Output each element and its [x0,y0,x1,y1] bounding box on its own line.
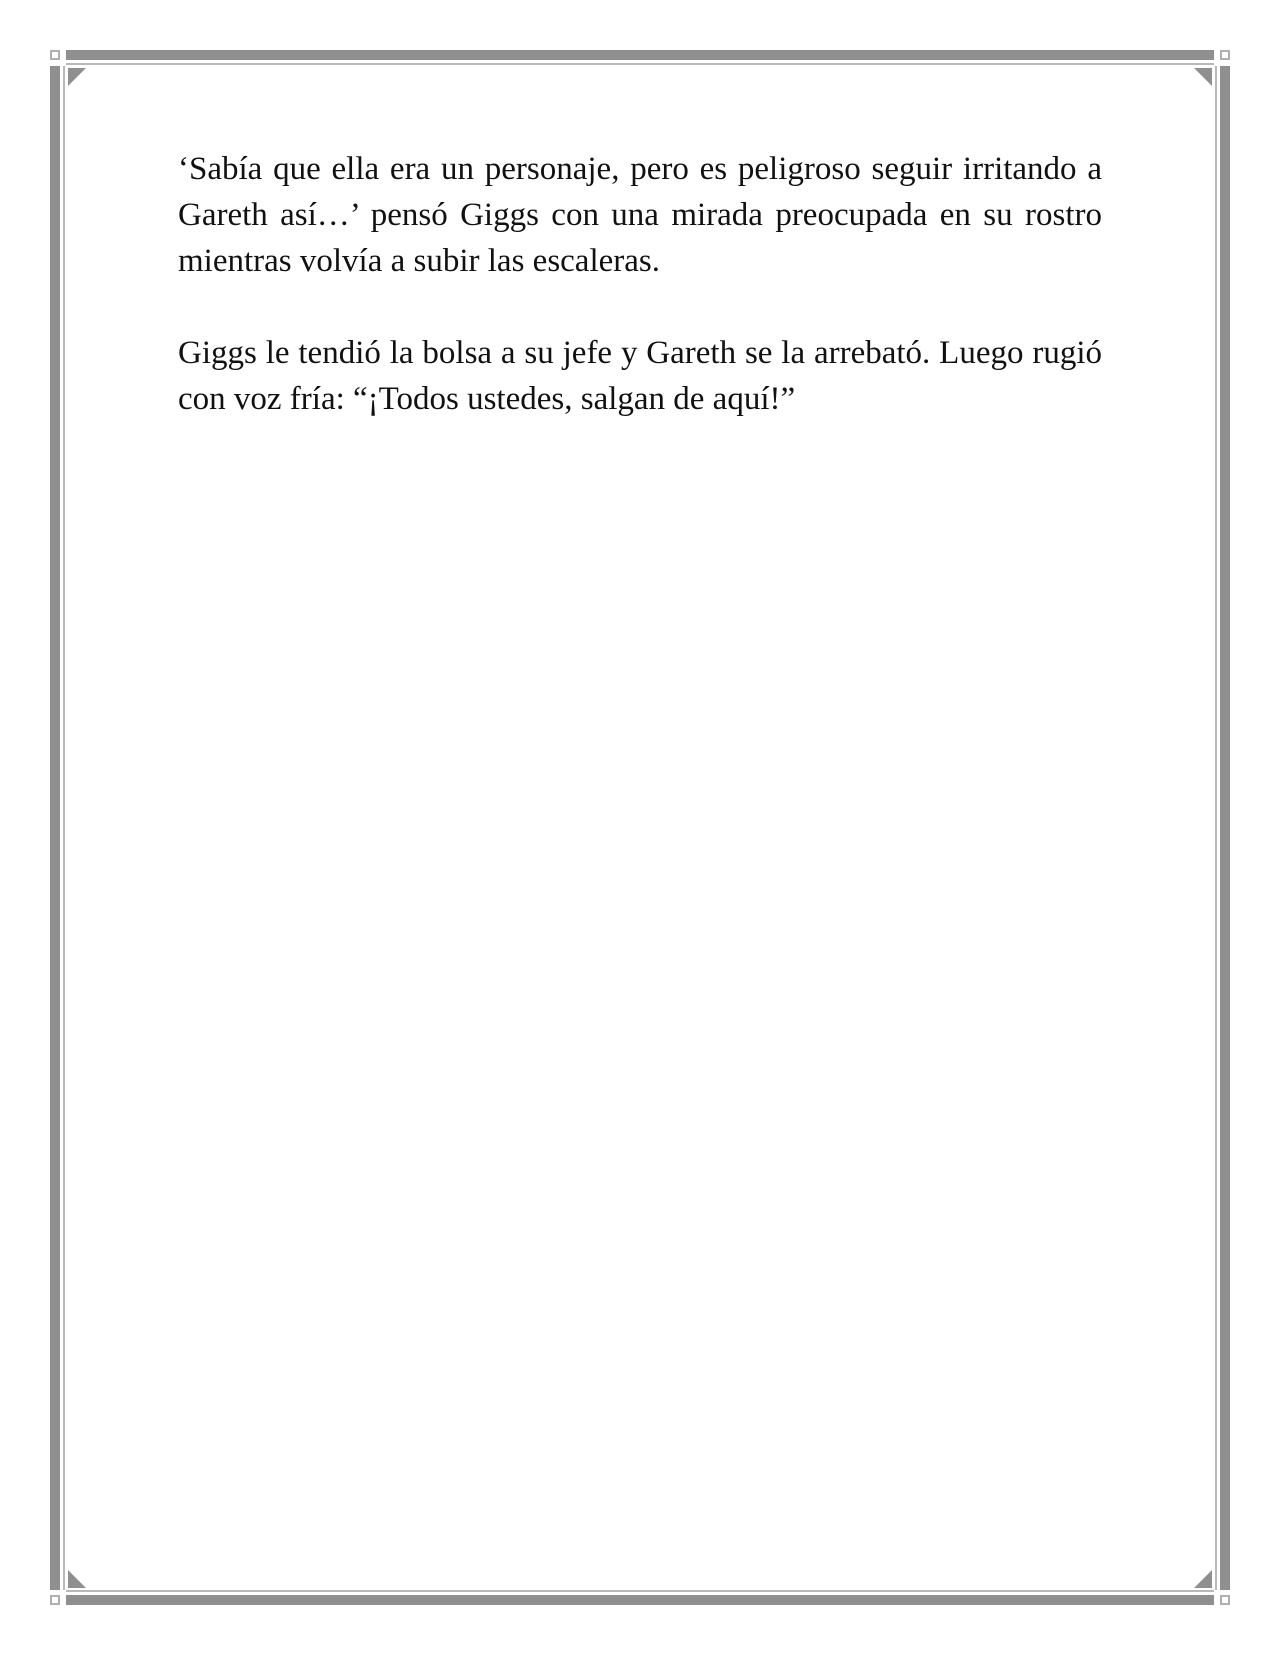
frame-corner-triangle-bottom-left [68,1570,86,1588]
frame-corner-square-top-left [50,50,60,60]
frame-left-border [50,66,60,1590]
frame-corner-triangle-top-right [1194,68,1212,86]
frame-inner-left-line [63,66,65,1590]
frame-bottom-border [66,1595,1214,1605]
frame-inner-right-line [1215,66,1217,1590]
frame-right-border [1220,66,1230,1590]
frame-inner-top-line [66,63,1214,65]
frame-corner-square-top-right [1220,50,1230,60]
paragraph: ‘Sabía que ella era un personaje, pero es peligroso seguir irritando a Gareth así…’ pensó Giggs con una mirada preocupada en su rostro mientras volvía a subir las escaleras. [178,151,1102,279]
frame-inner-bottom-line [66,1590,1214,1592]
document-body [178,146,1102,468]
paragraph: Giggs le tendió la bolsa a su jefe y Gareth se la arrebató. Luego rugió con voz fría: “¡Todos ustedes, salgan de aquí!” [178,335,1102,417]
frame-corner-triangle-bottom-right [1194,1570,1212,1588]
frame-corner-triangle-top-left [68,68,86,86]
frame-top-border [66,50,1214,60]
frame-corner-square-bottom-left [50,1595,60,1605]
frame-corner-square-bottom-right [1220,1595,1230,1605]
